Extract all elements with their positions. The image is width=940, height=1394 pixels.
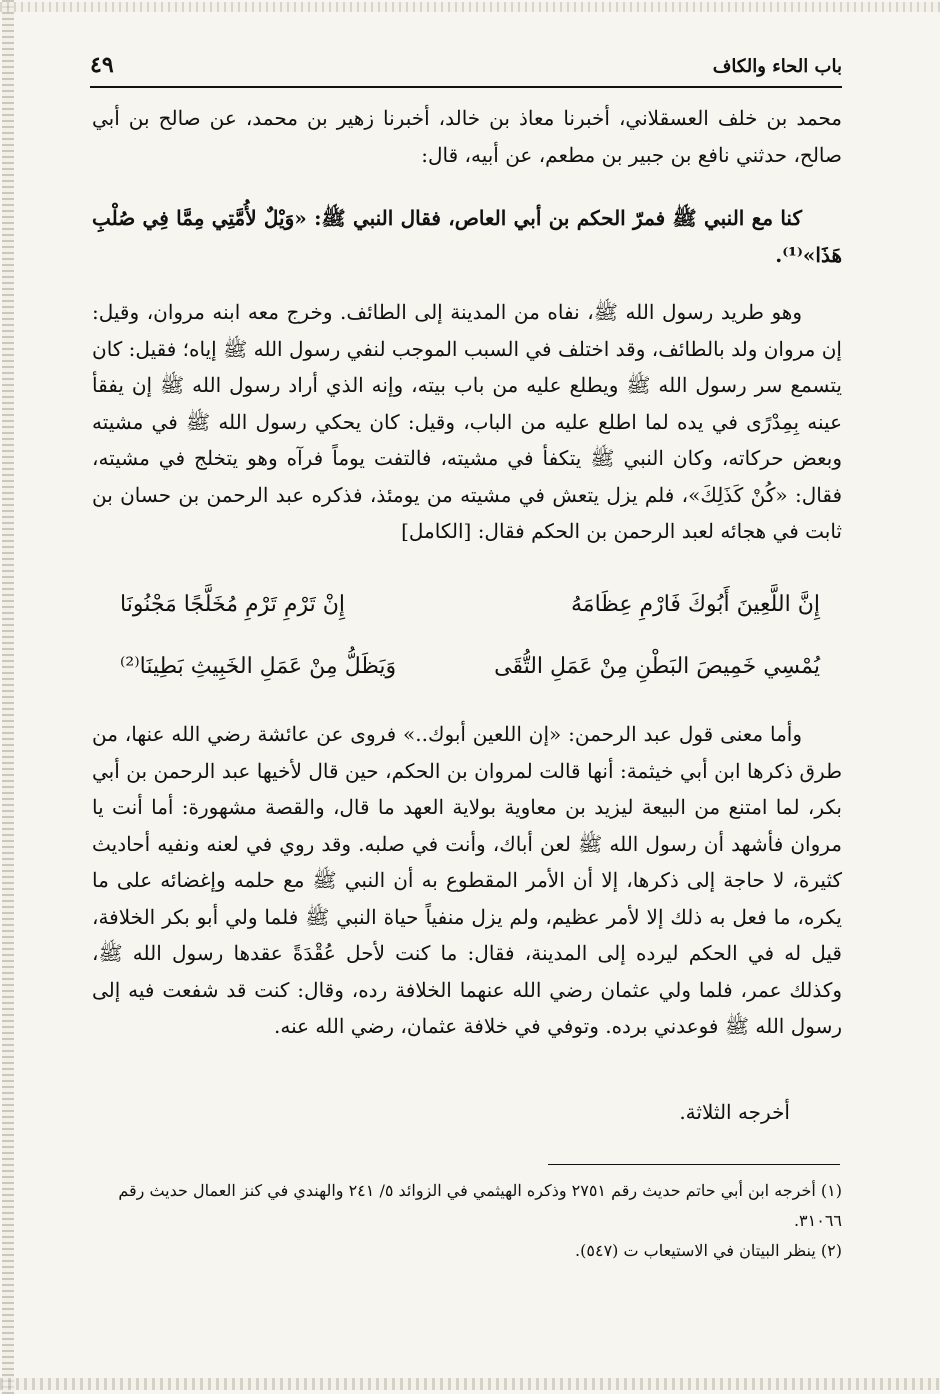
poem-hemistich-2a: يُمْسِي خَمِيصَ البَطْنِ مِنْ عَمَلِ التُّقَى — [494, 654, 820, 679]
footnote-2: (٢) ينظر البيتان في الاستيعاب ت (٥٤٧). — [575, 1241, 842, 1260]
poem-hemistich-1b: إِنْ تَرْمِ تَرْمِ مُخَلَّجًا مَجْنُونَا — [120, 592, 345, 617]
scan-border-top — [0, 2, 940, 12]
footnote-separator — [548, 1164, 840, 1165]
scan-border-bottom — [0, 1378, 940, 1390]
poem-line-2 — [120, 654, 820, 694]
poem-line-1 — [120, 592, 820, 632]
conclusion-text: أخرجه الثلاثة. — [679, 1100, 790, 1124]
footnote-1: (١) أخرجه ابن أبي حاتم حديث رقم ٢٧٥١ وذكره الهيثمي في الزوائد ٥/ ٢٤١ والهندي في كنز العمال حديث رقم ٣١٠٦٦. — [118, 1181, 842, 1230]
chapter-title: باب الحاء والكاف — [712, 56, 842, 77]
page-number: ٤٩ — [90, 52, 114, 78]
isnad-paragraph: محمد بن خلف العسقلاني، أخبرنا معاذ بن خالد، أخبرنا زهير بن محمد، عن صالح بن أبي صالح، حدثني نافع بن جبير بن مطعم، عن أبيه، قال: — [92, 106, 842, 167]
history-paragraph: وهو طريد رسول الله ﷺ، نفاه من المدينة إلى الطائف. وخرج معه ابنه مروان، وقيل: إن مروان ولد بالطائف، وقد اختلف في السبب الموجب لنفي رسول الله ﷺ إياه؛ فقيل: كان يتسمع سر رسول الله ﷺ ويطلع عليه من باب بيته، وإنه الذي أراد رسول الله ﷺ إن يفقأ عينه بِمِدْرًى في يده لما اطلع عليه من الباب، وقيل: كان يحكي رسول الله ﷺ في مشيته وبعض حركاته، وكان النبي ﷺ يتكفأ في مشيته، فالتفت يوماً فرآه وهو يتخلج في مشيته، فقال: «كُنْ كَذَلِكَ»، فلم يزل يتعش في مشيته من يومئذ، فذكره عبد الرحمن بن حسان بن ثابت في هجائه لعبد الرحمن بن الحكم فقال: [الكامل] — [92, 300, 842, 543]
page-header — [90, 52, 842, 88]
poem-hemistich-2b: وَيَظَلُّ مِنْ عَمَلِ الخَبِيثِ بَطِينَا⁽²⁾ — [120, 654, 397, 679]
meaning-paragraph: وأما معنى قول عبد الرحمن: «إن اللعين أبوك..» فروى عن عائشة رضي الله عنها، من طرق ذكرها ابن أبي خيثمة: أنها قالت لمروان بن الحكم، حين قال لأخيها عبد الرحمن بن أبي بكر، لما امتنع من البيعة ليزيد بن معاوية بولاية العهد ما قال، والقصة مشهورة: أما أنت يا مروان فأشهد أن رسول الله ﷺ لعن أباك، وأنت في صلبه. وقد روي في لعنه ونفيه أحاديث كثيرة، لا حاجة إلى ذكرها، إلا أن الأمر المقطوع به أن النبي ﷺ مع حلمه وإغضائه على ما يكره، ما فعل به ذلك إلا لأمر عظيم، ولم يزل منفياً حياة النبي ﷺ فلما ولي أبو بكر الخلافة، قيل له في الحكم ليرده إلى المدينة، فقال: ما كنت لأحل عُقْدَةً عقدها رسول الله ﷺ، وكذلك عمر، فلما ولي عثمان رضي الله عنهما الخلافة رده، وقال: كنت قد شفعت فيه إلى رسول الله ﷺ فوعدني برده. وتوفي في خلافة عثمان، رضي الله عنه. — [92, 722, 842, 1038]
poem-hemistich-1a: إِنَّ اللَّعِينَ أَبُوكَ فَارْمِ عِظَامَهُ — [571, 592, 820, 617]
scan-border-left — [2, 0, 14, 1394]
hadith-paragraph: كنا مع النبي ﷺ فمرّ الحكم بن أبي العاص، فقال النبي ﷺ: «وَيْلٌ لأُمَّتِي مِمَّا فِي صُلْبِ هَذَا»⁽¹⁾. — [92, 206, 842, 267]
footnotes — [92, 1176, 842, 1266]
